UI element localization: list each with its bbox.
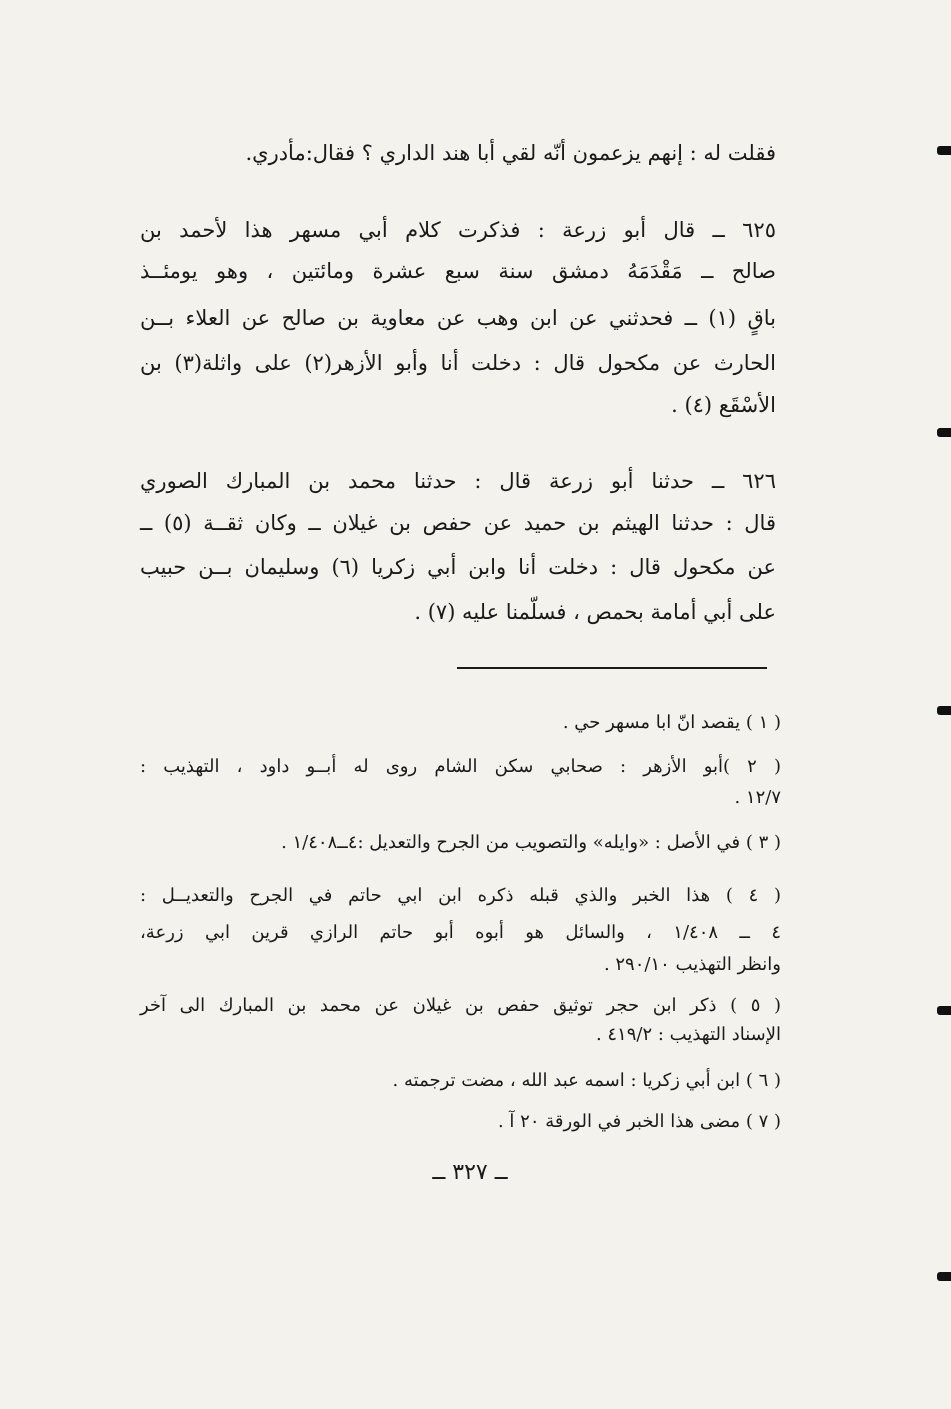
footnote-line: ٤ ــ ١/٤٠٨ ، والسائل هو أبوه أبو حاتم الرازي قرين ابي زرعة، bbox=[140, 922, 781, 943]
footnote-line: ( ٣ ) في الأصل : «وايله» والتصويب من الجرح والتعديل :٤ــ١/٤٠٨ . bbox=[281, 832, 781, 853]
footnote-line: الإسناد التهذيب : ٤١٩/٢ . bbox=[595, 1024, 781, 1045]
scan-edge-mark bbox=[937, 146, 951, 155]
footnote-line: وانظر التهذيب ٢٩٠/١٠ . bbox=[603, 954, 781, 975]
text-line: ٦٢٦ ــ حدثنا أبو زرعة قال : حدثنا محمد بن المبارك الصوري bbox=[140, 469, 776, 493]
scan-edge-mark bbox=[937, 706, 951, 715]
text-line: صالح ــ مَقْدَمَهُ دمشق سنة سبع عشرة ومائتين ، وهو يومئــذ bbox=[140, 259, 776, 283]
footnote-line: ( ٢ )أبو الأزهر : صحابي سكن الشام روى له أبــو داود ، التهذيب : bbox=[140, 756, 781, 777]
text-line: الحارث عن مكحول قال : دخلت أنا وأبو الأزهر(٢) على واثلة(٣) بن bbox=[140, 351, 776, 375]
text-line: باقٍ (١) ــ فحدثني عن ابن وهب عن معاوية بن صالح عن العلاء بــن bbox=[140, 306, 776, 330]
scan-edge-mark bbox=[937, 1272, 951, 1281]
footnote-separator bbox=[457, 667, 767, 669]
footnote-line: ( ٥ ) ذكر ابن حجر توثيق حفص بن غيلان عن محمد بن المبارك الى آخر bbox=[140, 995, 782, 1016]
page-number: ــ ٣٢٧ ــ bbox=[432, 1160, 508, 1185]
footnote-line: ( ٦ ) ابن أبي زكريا : اسمه عبد الله ، مضت ترجمته . bbox=[392, 1070, 781, 1091]
footnote-line: ١٢/٧ . bbox=[734, 787, 781, 808]
text-line: عن مكحول قال : دخلت أنا وابن أبي زكريا (٦) وسليمان بــن حبيب bbox=[140, 555, 776, 579]
text-line: ٦٢٥ ــ قال أبو زرعة : فذكرت كلام أبي مسهر هذا لأحمد بن bbox=[140, 218, 776, 242]
text-line: فقلت له : إنهم يزعمون أنّه لقي أبا هند الداري ؟ فقال:مأدري. bbox=[245, 141, 776, 165]
footnote-line: ( ٧ ) مضى هذا الخبر في الورقة ٢٠ آ . bbox=[497, 1111, 781, 1132]
scan-edge-mark bbox=[937, 1006, 951, 1015]
footnote-line: ( ١ ) يقصد انّ ابا مسهر حي . bbox=[562, 712, 781, 733]
footnote-line: ( ٤ ) هذا الخبر والذي قبله ذكره ابن ابي حاتم في الجرح والتعديــل : bbox=[140, 885, 781, 906]
scan-edge-mark bbox=[937, 428, 951, 437]
text-line: الأسْقَع (٤) . bbox=[671, 393, 776, 417]
text-line: على أبي أمامة بحمص ، فسلّمنا عليه (٧) . bbox=[414, 600, 776, 624]
text-line: قال : حدثنا الهيثم بن حميد عن حفص بن غيلان ــ وكان ثقــة (٥) ــ bbox=[140, 511, 776, 535]
